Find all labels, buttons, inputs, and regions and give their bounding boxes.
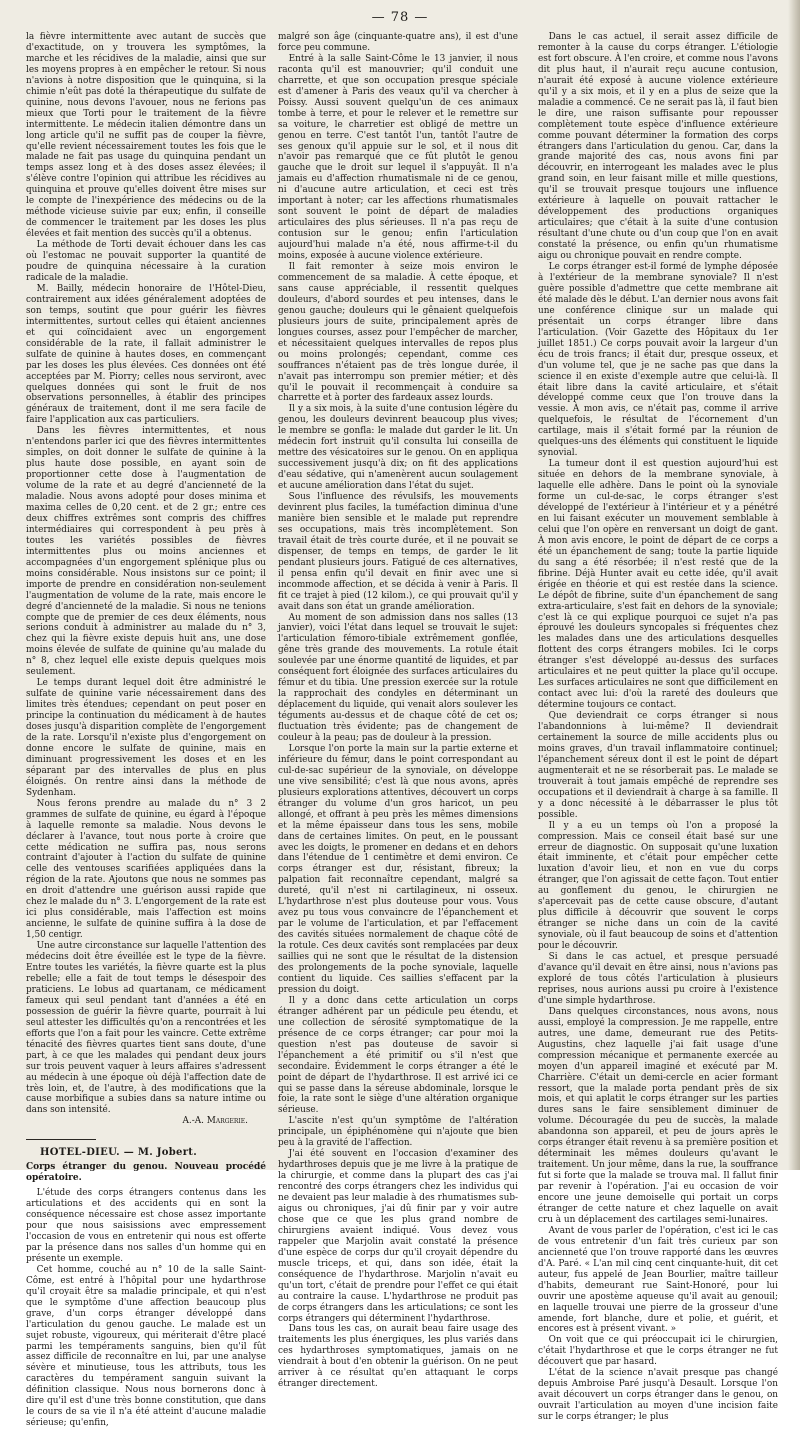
paragraph: Dans le cas actuel, il serait assez difficile de remonter à la cause du corps étranger. L'étiologie est fort obscure. À l'en croire, et comme nous l'avons dit plus haut, il n'aurait reçu aucune contusion, n'aurait été exposé à aucune violence extérieure qu'il y a six mois, et il y en a plus de seize que la maladie a commencé. Ce ne serait pas là, il faut bien le dire, une raison suffisante pour repousser complètement toute espèce d'influence extérieure comme pouvant déterminer la formation des corps étrangers dans l'articulation du genou. Car, dans la grande majorité des cas, nous avons fini par découvrir, en interrogeant les malades avec le plus grand soin, en leur faisant mille et mille questions, qu'il se trouvait presque toujours une influence extérieure à laquelle on pouvait rattacher le développement des productions organiques articulaires; que c'était à la suite d'une contusion résultant d'une chute ou d'un coup que l'on en avait constaté la présence, ou enfin qu'un rhumatisme aigu ou chronique pouvait en rendre compte. xyxy=(538,32,778,262)
paragraph: Une autre circonstance sur laquelle l'attention des médecins doit être éveillée est le type de la fièvre. Entre toutes les variétés, la fièvre quarte est la plus rebelle; elle a fait de tout temps le désespoir des praticiens. Le lobus ad quartanam, ce médicament fameux qui seul pendant tant d'années a été en possession de guérir la fièvre quarte, pourrait à lui seul attester les difficultés qu'on a rencontrées et les efforts que l'on a fait pour les vaincre. Cette extrême ténacité des fièvres quartes tient sans doute, d'une part, à ce que les malades qui pendant deux jours sur trois peuvent vaquer à leurs affaires s'adressent au médecin à une époque où déjà l'affection date de très loin, et, de l'autre, à des modifications que la cause morbifique a subies dans sa nature intime ou dans son intensité. xyxy=(26,941,266,1116)
paragraph: Il y a six mois, à la suite d'une contusion légère du genou, les douleurs devinrent beaucoup plus vives; le membre se gonfla: le malade dut garder le lit. Un médecin fort instruit qu'il consulta lui conseilla de mettre des vésicatoires sur le genou. On en appliqua successivement jusqu'à dix; on fit des applications d'eau sédative, qui n'amenèrent aucun soulagement et aucune amélioration dans l'état du sujet. xyxy=(278,404,518,492)
paragraph: Nous ferons prendre au malade du n° 3 2 grammes de sulfate de quinine, eu égard à l'époque à laquelle remonte sa maladie. Nous devons le déclarer à l'avance, tout nous porte à croire que cette médication ne suffira pas, nous serons contraint d'ajouter à l'action du sulfate de quinine celle des ventouses scarifiées appliquées dans la région de la rate. Ajoutons que nous ne sommes pas en droit d'attendre une guérison aussi rapide que chez le malade du n° 3. L'engorgement de la rate est ici plus considérable, mais l'affection est moins ancienne, le sulfate de quinine suffira à la dose de 1,50 centigr. xyxy=(26,798,266,941)
section-subtitle: Corps étranger du genou. Nouveau procédé opératoire. xyxy=(26,1162,266,1184)
paragraph: Il fait remonter à seize mois environ le commencement de sa maladie. À cette époque, et sans cause appréciable, il ressentit quelques douleurs, d'abord sourdes et peu intenses, dans le genou gauche; douleurs qui le gênaient quelquefois plusieurs jours de suite, principalement après de longues courses, assez pour l'empêcher de marcher, et nécessitaient quelques intervalles de repos plus ou moins prolongés; cependant, comme ces souffrances n'étaient pas de très longue durée, il n'avait pas interrompu son premier métier; et dès qu'il le pouvait il recommençait à conduire sa charrette et à porter des fardeaux assez lourds. xyxy=(278,262,518,404)
column-3 xyxy=(538,32,778,1423)
paragraph: Lorsque l'on porte la main sur la partie externe et inférieure du fémur, dans le point correspondant au cul-de-sac supérieur de la synoviale, on développe une vive sensibilité; c'est là que nous avons, après plusieurs explorations attentives, découvert un corps étranger du volume d'un gros haricot, un peu allongé, et offrant à peu près les mêmes dimensions et la même épaisseur dans tous les sens, mobile dans de certaines limites. On peut, en le poussant avec les doigts, le promener en dedans et en dehors dans l'étendue de 1 centimètre et demi environ. Ce corps étranger est dur, résistant, fibreux; la palpation fait reconnaître cependant, malgré sa dureté, qu'il n'est ni cartilagineux, ni osseux. L'hydarthrose n'est plus douteuse pour vous. Vous avez pu tous vous convaincre de l'épanchement et par le volume de l'articulation, et par l'effacement des cavités situées normalement de chaque côté de la rotule. Ces deux cavités sont remplacées par deux saillies qui ne sont que le résultat de la distension des prolongements de la poche synoviale, laquelle contient du liquide. Ces saillies s'effacent par la pression du doigt. xyxy=(278,743,518,995)
paragraph: La méthode de Torti devait échouer dans les cas où l'estomac ne pouvait supporter la quantité de poudre de quinquina nécessaire à la curation radicale de la maladie. xyxy=(26,240,266,283)
paragraph: La tumeur dont il est question aujourd'hui est située en dehors de la membrane synoviale, à laquelle elle adhère. Dans le point où la synoviale forme un cul-de-sac, le corps étranger s'est développé de l'extérieur à l'intérieur et y a pénétré en lui faisant exécuter un mouvement semblable à celui que l'on opère en renversant un doigt de gant. À mon avis encore, le point de départ de ce corps a été un épanchement de sang; toute la partie liquide du sang a été résorbée; il n'est resté que de la fibrine. Déjà Hunter avait eu cette idée, qu'il avait érigée en théorie et qui est restée dans la science. Le dépôt de fibrine, suite d'un épanchement de sang extra-articulaire, s'est fait en dehors de la synoviale; c'est là ce qui explique pourquoi ce sujet n'a pas éprouvé les douleurs syncopales si fréquentes chez les malades dans une des articulations desquelles flottent des corps étrangers mobiles. Ici le corps étranger s'est développé au-dessus des surfaces articulaires et ne peut quitter la place qu'il occupe. Les surfaces articulaires ne sont que difficilement en contact avec lui: d'où la rareté des douleurs que détermine toujours ce contact. xyxy=(538,459,778,711)
paragraph: Dans quelques circonstances, nous avons, nous aussi, employé la compression. Je me rappelle, entre autres, une dame, demeurant rue des Petits-Augustins, chez laquelle j'ai fait usage d'une compression mécanique et permanente exercée au moyen d'un appareil imaginé et exécuté par M. Charrière. C'était un demi-cercle en acier formant ressort, que la malade porta pendant près de six mois, et qui aplatit le corps étranger sur les parties dures sans le faire sensiblement diminuer de volume. Découragée du peu de succès, la malade abandonna son appareil, et peu de jours après le corps étranger était revenu à sa première position et déterminait les mêmes douleurs qu'avant le traitement. Un jour même, dans la rue, la souffrance fut si forte que la malade se trouva mal. Il fallut finir par revenir à l'opération. J'ai eu occasion de voir encore une jeune demoiselle qui portait un corps étranger de cette nature et chez laquelle on avait cru à un déplacement des cartilages semi-lunaires. xyxy=(538,1006,778,1225)
paragraph: Dans les fièvres intermittentes, et nous n'entendons parler ici que des fièvres intermittentes simples, on doit donner le sulfate de quinine à la plus haute dose possible, en ayant soin de proportionner cette dose à l'augmentation de volume de la rate et au degré d'ancienneté de la maladie. Nous avons adopté pour doses minima et maxima celles de 0,20 cent. et de 2 gr.; entre ces deux chiffres extrêmes sont compris des chiffres intermédiaires qui correspondent à peu près à toutes les variétés possibles de fièvres intermittentes plus ou moins anciennes et accompagnées d'un engorgement splénique plus ou moins considérable. Nous insistons sur ce point; il importe de prendre en considération non-seulement l'augmentation de volume de la rate, mais encore le degré d'ancienneté de la maladie. Si nous ne tenions compte que de premier de ces deux éléments, nous serions conduit à administrer au malade du n° 3, chez qui la fièvre existe depuis huit ans, une dose moins élevée de sulfate de quinine qu'au malade du n° 8, chez lequel elle existe depuis quelques mois seulement. xyxy=(26,426,266,678)
paragraph: Que deviendrait ce corps étranger si nous l'abandonnions à lui-même? Il deviendrait certainement la source de mille accidents plus ou moins graves, d'un travail inflammatoire continuel; l'épanchement séreux dont il est le point de départ augmenterait et ne se résorberait pas. Le malade se trouverait à tout jamais empêché de reprendre ses occupations et il deviendrait à charge à sa famille. Il y a donc nécessité à le débarrasser le plus tôt possible. xyxy=(538,711,778,820)
paragraph: Il y a eu un temps où l'on a proposé la compression. Mais ce conseil était basé sur une erreur de diagnostic. On supposait qu'une luxation était imminente, et c'était pour empêcher cette luxation d'avoir lieu, et non en vue du corps étranger, que l'on agissait de cette façon. Tout entier au gonflement du genou, le chirurgien ne s'apercevait pas de cette cause obscure, d'autant plus difficile à découvrir que souvent le corps étranger se niche dans un coin de la cavité synoviale, où il faut beaucoup de soins et d'attention pour le découvrir. xyxy=(538,820,778,952)
paragraph: Cet homme, couché au n° 10 de la salle Saint-Côme, est entré à l'hôpital pour une hydarthrose qu'il croyait être sa maladie principale, et qui n'est que le symptôme d'une affection beaucoup plus grave, d'un corps étranger développé dans l'articulation du genou gauche. Le malade est un sujet robuste, vigoureux, qui mériterait d'être placé parmi les tempéraments sanguins, bien qu'il fût assez difficile de reconnaître en lui, par une analyse sévère et minutieuse, tous les attributs, tous les caractères du tempérament sanguin suivant la définition classique. Nous nous bornerons donc à dire qu'il est d'une très bonne constitution, que dans le cours de sa vie il n'a été atteint d'aucune maladie sérieuse; qu'enfin, xyxy=(26,1264,266,1429)
paragraph: On voit que ce qui préoccupait ici le chirurgien, c'était l'hydarthrose et que le corps étranger ne fut découvert que par hasard. xyxy=(538,1335,778,1368)
paragraph: Sous l'influence des révulsifs, les mouvements devinrent plus faciles, la tuméfaction diminua d'une manière bien sensible et le malade put reprendre ses occupations, mais très incomplètement. Son travail était de très courte durée, et il ne pouvait se dispenser, de temps en temps, de garder le lit pendant plusieurs jours. Fatigué de ces alternatives, il pensa enfin qu'il devait en finir avec une si incommode affection, et se décida à venir à Paris. Il fit ce trajet à pied (12 kilom.), ce qui prouvait qu'il y avait dans son état un grande amélioration. xyxy=(278,492,518,612)
paragraph: Il y a donc dans cette articulation un corps étranger adhérent par un pédicule peu étendu, et une collection de sérosité symptomatique de la présence de ce corps étranger; car pour moi la question n'est pas douteuse de savoir si l'épanchement a été primitif ou s'il n'est que secondaire. Évidemment le corps étranger a été le point de départ de l'hydarthrose. Il est arrivé ici ce qui se passe dans la séreuse abdominale, lorsque le foie, la rate sont le siège d'une altération organique sérieuse. xyxy=(278,995,518,1116)
paragraph: Le temps durant lequel doit être administré le sulfate de quinine varie nécessairement dans des limites très étendues; cependant on peut poser en principe la continuation du médicament à de hautes doses jusqu'à disparition complète de l'engorgement de la rate. Lorsqu'il n'existe plus d'engorgement on donne encore le sulfate de quinine, mais en diminuant progressivement les doses et en les séparant par des intervalles de plus en plus éloignés. On rentre ainsi dans la méthode de Sydenham. xyxy=(26,678,266,798)
column-1 xyxy=(26,32,266,1429)
page-number: — 78 — xyxy=(371,10,429,25)
paragraph: Avant de vous parler de l'opération, c'est ici le cas de vous entretenir d'un fait très curieux par son ancienneté que l'on trouve rapporté dans les œuvres d'A. Paré. « L'an mil cinq cent cinquante-huit, dit cet auteur, fus appelé de Jean Bourlier, maître tailleur d'habits, demeurant rue Saint-Honoré, pour lui ouvrir une apostème aqueuse qu'il avait au genouil; en laquelle trouvai une pierre de la grosseur d'une amende, fort blanche, dure et polie, et guérit, et encores est à présent vivant. » xyxy=(538,1225,778,1335)
paragraph: Si dans le cas actuel, et presque persuadé d'avance qu'il devait en être ainsi, nous n'avions pas exploré de tous côtés l'articulation à plusieurs reprises, nous aurions aussi pu croire à l'existence d'une simple hydarthrose. xyxy=(538,952,778,1006)
text-columns xyxy=(26,32,778,1429)
paragraph: M. Bailly, médecin honoraire de l'Hôtel-Dieu, contrairement aux idées généralement adoptées de son temps, soutint que pour guérir les fièvres intermittentes, surtout celles qui étaient anciennes et qui coïncidaient avec un engorgement considérable de la rate, il fallait administrer le sulfate de quinine à hautes doses, en commençant par les doses les plus élevées. Ces données ont été acceptées par M. Piorry; celles nous serviront, avec quelques données qui sont le fruit de nos observations personnelles, à établir des principes généraux de traitement, dont il me sera facile de faire l'application aux cas particuliers. xyxy=(26,283,266,426)
paragraph: L'état de la science n'avait presque pas changé depuis Ambroise Paré jusqu'à Desault. Lorsque l'on avait découvert un corps étranger dans le genou, on ouvrait l'articulation au moyen d'une incision faite sur le corps étranger; le plus xyxy=(538,1368,778,1423)
paragraph: Entré à la salle Saint-Côme le 13 janvier, il nous raconta qu'il est manouvrier; qu'il conduit une charrette, et que son occupation presque spéciale est d'amener à Paris des veaux qu'il va chercher à Poissy. Aussi souvent quelqu'un de ces animaux tombe à terre, et pour le relever et le remettre sur sa voiture, le charretier est obligé de mettre un genou en terre. C'est tantôt l'un, tantôt l'autre de ses genoux qu'il appuie sur le sol, et il nous dit n'avoir pas remarqué que ce fût plutôt le genou gauche que le droit sur lequel il s'appuyât. Il n'a jamais eu d'affection rhumatismale ni de ce genou, ni d'aucune autre articulation, et ceci est très important à noter; car les affections rhumatismales sont souvent le point de départ de maladies articulaires des plus sérieuses. Il n'a pas reçu de contusion sur le genou; enfin l'articulation aujourd'hui malade n'a été, nous affirme-t-il du moins, exposée à aucune violence extérieure. xyxy=(278,53,518,262)
paragraph: J'ai été souvent en l'occasion d'examiner des hydarthroses depuis que je me livre à la pratique de la chirurgie, et comme dans la plupart des cas j'ai rencontré des corps étrangers chez les individus qui ne devaient pas leur maladie à des rhumatismes sub-aigus ou chroniques, j'ai dû finir par y voir autre chose que ce que les plus grand nombre de chirurgiens avaient indiqué. Vous devez vous rappeler que Marjolin avait constaté la présence d'une espèce de corps dur qu'il croyait dépendre du muscle triceps, et qui, dans son idée, était la conséquence de l'hydarthrose. Marjolin n'avait eu qu'un tort, c'était de prendre pour l'effet ce qui était au contraire la cause. L'hydarthrose ne produit pas de corps étrangers dans les articulations; ce sont les corps étrangers qui déterminent l'hydarthrose. xyxy=(278,1149,518,1324)
paragraph: la fièvre intermittente avec autant de succès que d'exactitude, on y trouvera les symptômes, la marche et les récidives de la maladie, ainsi que sur les moyens propres à en empêcher le retour. Si nous n'avions à notre disposition que le quinquina, si la chimie n'eût pas doté la thérapeutique du sulfate de quinine, nous devons l'avouer, nous ne ferions pas mieux que Torti pour le traitement de la fièvre intermittente. Le médecin italien démontre dans un long article qu'il ne suffit pas de couper la fièvre, qu'elle revient nécessairement toutes les fois que le malade ne fait pas usage du quinquina pendant un temps assez long et à des doses assez élevées; il s'élève contre l'opinion qui attribue les récidives au quinquina et prouve qu'elles doivent être mises sur le compte de l'inexpérience des médecins ou de la méthode vicieuse suivie par eux; enfin, il conseille de commencer le traitement par les doses les plus élevées et fait mention des succès qu'il a obtenus. xyxy=(26,32,266,240)
paragraph: L'ascite n'est qu'un symptôme de l'altération principale, un épiphénomène qui n'ajoute que bien peu à la gravité de l'affection. xyxy=(278,1116,518,1149)
paragraph: Le corps étranger est-il formé de lymphe déposée à l'extérieur de la membrane synoviale? Il n'est guère possible d'admettre que cette membrane ait été malade dès le début. L'an dernier nous avons fait une conférence clinique sur un malade qui présentait un corps étranger libre dans l'articulation. (Voir Gazette des Hôpitaux du 1er juillet 1851.) Ce corps pouvait avoir la largeur d'un écu de trois francs; il était dur, presque osseux, et d'un volume tel, que je ne sache pas que dans la science il en existe d'exemple autre que celui-là. Il était libre dans la cavité articulaire, et s'était développé comme ceux que l'on trouve dans la vessie. À mon avis, ce n'était pas, comme il arrive quelquefois, le résultat de l'écornement d'un cartilage, mais il s'était formé par la réunion de quelques-uns des éléments qui constituent le liquide synovial. xyxy=(538,262,778,459)
paragraph: Dans tous les cas, on aurait beau faire usage des traitements les plus énergiques, les plus variés dans ces hydarthroses symptomatiques, jamais on ne viendrait à bout d'en obtenir la guérison. On ne peut arriver à ce résultat qu'en attaquant le corps étranger directement. xyxy=(278,1324,518,1390)
paragraph: malgré son âge (cinquante-quatre ans), il est d'une force peu commune. xyxy=(278,32,518,53)
column-2 xyxy=(278,32,518,1390)
section-title: HOTEL-DIEU. — M. Jobert. xyxy=(40,1147,197,1159)
paragraph: L'étude des corps étrangers contenus dans les articulations et des accidents qui en sont la conséquence nécessaire est chose assez importante pour que nous saisissions avec empressement l'occasion de vous en entretenir qui nous est offerte par la présence dans nos salles d'un homme qui en présente un exemple. xyxy=(26,1188,266,1264)
paragraph: Au moment de son admission dans nos salles (13 janvier), voici l'état dans lequel se trouvait le sujet: l'articulation fémoro-tibiale extrêmement gonflée, gêne très grande des mouvements. La rotule était soulevée par une énorme quantité de liquides, et par conséquent fort éloignée des surfaces articulaires du fémur et du tibia. Une pression exercée sur la rotule la rapprochait des condyles en déterminant un déplacement du liquide, qui venait alors soulever les téguments au-dessus et de chaque côté de cet os; fluctuation très évidente; pas de changement de couleur à la peau; pas de douleur à la pression. xyxy=(278,612,518,743)
article-signature: A.-A. Margerie. xyxy=(182,1116,248,1127)
section-divider xyxy=(26,1139,96,1140)
